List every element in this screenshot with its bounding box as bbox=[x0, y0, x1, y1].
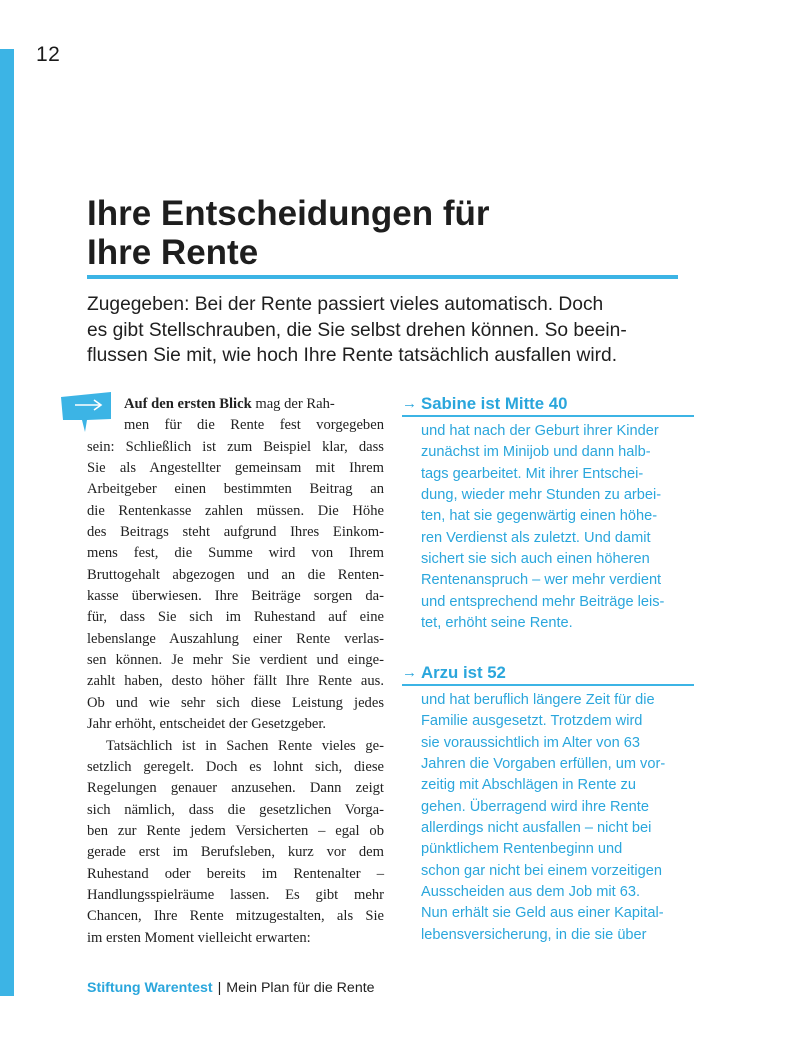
case-heading bbox=[402, 662, 694, 686]
body-line: setzlich geregelt. Doch es lohnt sich, diese bbox=[87, 758, 384, 775]
page-number: 12 bbox=[36, 43, 61, 66]
body-line: Tatsächlich ist in Sachen Rente vieles ge- bbox=[106, 737, 384, 754]
case-box-arzu bbox=[402, 662, 694, 946]
body-line: Regelungen genauer anzusehen. Dann zeigt bbox=[87, 780, 384, 797]
case-line: Nun erhält sie Geld aus einer Kapital- bbox=[421, 905, 664, 922]
case-line: Ausscheiden aus dem Job mit 63. bbox=[421, 884, 641, 901]
page-footer bbox=[87, 980, 375, 996]
body-text-column bbox=[87, 394, 384, 949]
case-name: Sabine ist Mitte 40 bbox=[421, 394, 568, 413]
case-line: gehen. Überragend wird ihre Rente bbox=[421, 798, 649, 815]
case-line: ten, hat sie gegenwärtig einen höhe- bbox=[421, 508, 658, 525]
case-line: Rentenanspruch – wer mehr verdient bbox=[421, 572, 662, 589]
case-line: schon gar nicht bei einem vorzeitigen bbox=[421, 862, 662, 879]
body-line: sich nämlich, dass die gesetzlichen Vorga- bbox=[87, 801, 384, 818]
footer-brand: Stiftung Warentest bbox=[87, 980, 213, 996]
case-line: allerdings nicht ausfallen – nicht bei bbox=[421, 820, 652, 837]
body-line: Auf den ersten Blick mag der Rah- bbox=[124, 396, 335, 412]
body-line: sein: Schließlich ist zum Beispiel klar, dass bbox=[87, 438, 384, 455]
body-line: lebenslange Auszahlung einer Rente verlas- bbox=[87, 630, 384, 647]
body-line: die Rentenkasse zahlen müssen. Die Höhe bbox=[87, 502, 384, 519]
intro-line: flussen Sie mit, wie hoch Ihre Rente tatsächlich ausfallen wird. bbox=[87, 345, 618, 366]
body-line: Ob und wie sehr sich diese Leistung jedes bbox=[87, 694, 384, 711]
page-title bbox=[87, 194, 490, 272]
body-line: ben zur Rente jedem Versicherten – egal ob bbox=[87, 822, 384, 839]
intro-line: Zugegeben: Bei der Rente passiert vieles automatisch. Doch bbox=[87, 294, 604, 315]
body-line: gerade erst im Berufsleben, kurz vor dem bbox=[87, 844, 384, 861]
body-line: zahlt haben, desto höher fällt Ihre Rente aus. bbox=[87, 673, 384, 690]
case-line: zunächst im Minijob und dann halb- bbox=[421, 444, 651, 461]
body-line: Ruhestand oder bereits im Rentenalter – bbox=[87, 865, 384, 882]
case-line: lebensversicherung, in die sie über bbox=[421, 926, 647, 943]
case-line: und entsprechend mehr Beiträge leis- bbox=[421, 593, 665, 610]
body-line: Arbeitgeber einen bestimmten Beitrag an bbox=[87, 481, 384, 498]
case-line: Familie ausgesetzt. Trotzdem wird bbox=[421, 713, 643, 730]
accent-side-bar bbox=[0, 49, 14, 996]
arrow-right-icon: → bbox=[402, 664, 417, 681]
title-line-2: Ihre Rente bbox=[87, 233, 259, 272]
case-line: Jahren die Vorgaben erfüllen, um vor- bbox=[421, 756, 666, 773]
case-name: Arzu ist 52 bbox=[421, 663, 506, 682]
body-line: im ersten Moment vielleicht erwarten: bbox=[87, 929, 311, 946]
body-line: mens fest, die Summe wird von Ihrem bbox=[87, 545, 384, 562]
lead-in: Auf den ersten Blick bbox=[124, 396, 252, 412]
body-line: kasse überwiesen. Ihre Beiträge sorgen da- bbox=[87, 588, 384, 605]
body-line: sen können. Je mehr Sie verdient und einge- bbox=[87, 652, 384, 669]
body-line: für, dass Sie sich im Ruhestand auf eine bbox=[87, 609, 384, 626]
case-line: dung, wieder mehr Stunden zu arbei- bbox=[421, 487, 662, 504]
footer-book-title: Mein Plan für die Rente bbox=[226, 980, 375, 996]
case-box-sabine bbox=[402, 393, 694, 634]
case-line: sie voraussichtlich im Alter von 63 bbox=[421, 734, 640, 751]
body-line: Handlungsspielräume lassen. Es gibt mehr bbox=[87, 886, 384, 903]
footer-separator: | bbox=[217, 980, 222, 996]
arrow-right-icon: → bbox=[402, 395, 417, 412]
body-line: men für die Rente fest vorgegeben bbox=[124, 417, 384, 434]
case-line: und hat nach der Geburt ihrer Kinder bbox=[421, 423, 659, 439]
case-line: zeitig mit Abschlägen in Rente zu bbox=[421, 777, 636, 794]
case-line: tags gearbeitet. Mit ihrer Entschei- bbox=[421, 465, 644, 482]
title-line-1: Ihre Entscheidungen für bbox=[87, 194, 490, 233]
case-text bbox=[421, 690, 694, 946]
intro-line: es gibt Stellschrauben, die Sie selbst drehen können. So beein- bbox=[87, 319, 627, 341]
case-line: sichert sie sich auch einen höheren bbox=[421, 551, 650, 568]
case-line: tet, erhöht seine Rente. bbox=[421, 615, 573, 632]
case-text bbox=[421, 421, 694, 634]
body-line: Chancen, Ihre Rente mitzugestalten, als Sie bbox=[87, 908, 384, 925]
case-line: ren Verdienst als zuletzt. Und damit bbox=[421, 529, 651, 546]
body-line: Jahr erhöht, entscheidet der Gesetzgeber. bbox=[87, 716, 327, 733]
case-line: und hat beruflich längere Zeit für die bbox=[421, 692, 655, 708]
body-line: des Beitrags steht aufgrund Ihres Einkom- bbox=[87, 524, 384, 541]
body-line: Sie als Angestellter gemeinsam mit Ihrem bbox=[87, 460, 384, 477]
case-line: pünktlichem Rentenbeginn und bbox=[421, 841, 623, 858]
intro-paragraph bbox=[87, 292, 687, 369]
body-line: Bruttogehalt abgezogen und an die Renten- bbox=[87, 566, 384, 583]
title-underline bbox=[87, 275, 678, 279]
case-heading bbox=[402, 393, 694, 417]
